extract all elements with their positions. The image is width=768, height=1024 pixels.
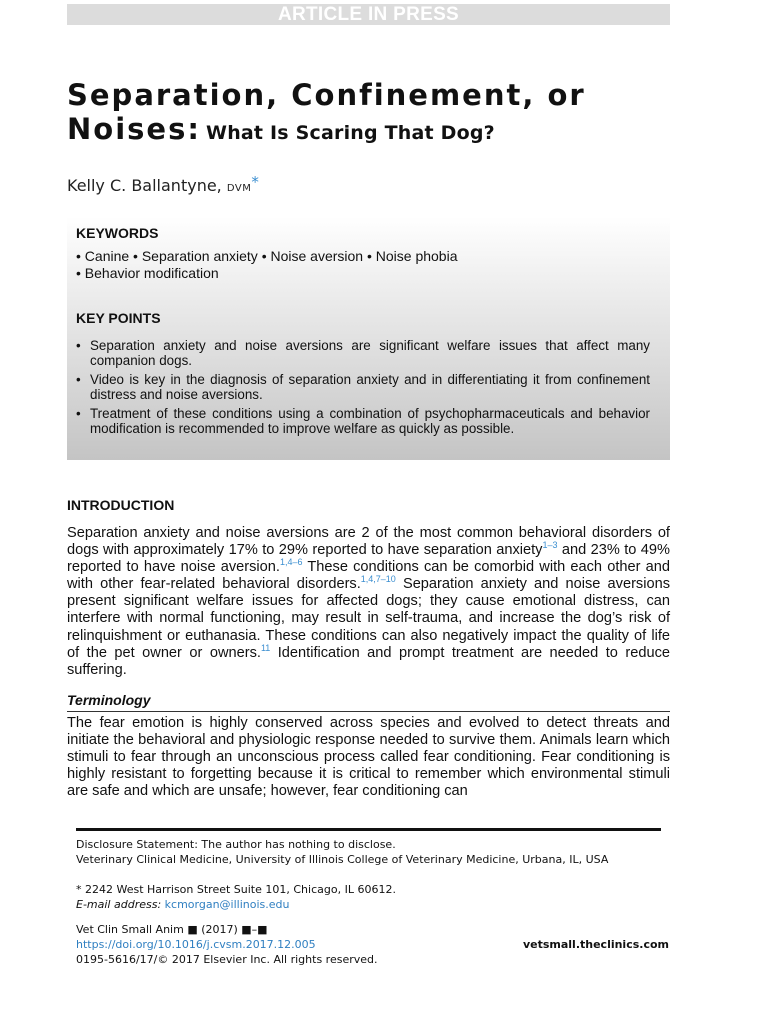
journal-citation: Vet Clin Small Anim ■ (2017) ■–■ [76, 923, 268, 936]
email-label: E-mail address: [76, 898, 162, 911]
article-in-press-banner: ARTICLE IN PRESS [67, 4, 670, 25]
article-title [67, 78, 687, 151]
bullet-icon: • [76, 338, 81, 353]
footnote-divider [76, 828, 661, 831]
key-points-heading: KEY POINTS [76, 310, 161, 326]
reference-link[interactable]: 1,4–6 [279, 557, 303, 568]
introduction-paragraph: Separation anxiety and noise aversions are 2 of the most common behavioral disorders of dogs with approximately 17% to 29% reported to have separation anxiety$^{1-3}$ and 23% to 49% reported to have noise aversion.$^{1,4-6}$ These conditions can be comorbid with each other and with other fear-related behavioral disorders.$^{1,4,7-10}$ Separation anxiety and noise aversions present significant welfare issues for affected dogs; they cause emotional distress, can interfere with normal functioning, may result in self-trauma, and increase the dog’s risk of relinquishment or euthanasia. These conditions can also negatively impact the quality of life of the pet owner or owners.$^{11}$ Identification and prompt treatment are needed to reduce suffering. [67, 525, 671, 678]
title-line-2: Noises: [67, 112, 201, 146]
title-subtitle: What Is Scaring That Dog? [206, 122, 495, 144]
author-line [67, 173, 259, 195]
corresponding-author-mark[interactable]: * [251, 173, 259, 191]
introduction-heading: INTRODUCTION [67, 497, 175, 513]
bullet-icon: • [76, 372, 81, 387]
key-point-item: • Separation anxiety and noise aversions are significant welfare issues that affect many companion dogs. [76, 338, 650, 368]
bullet-icon: • [76, 406, 81, 421]
keywords-keypoints-box [67, 217, 670, 460]
reference-link[interactable]: 1–3 [542, 540, 558, 551]
keywords-line-1: • Canine • Separation anxiety • Noise aversion • Noise phobia [76, 248, 458, 264]
journal-website[interactable]: vetsmall.theclinics.com [522, 938, 669, 951]
keywords-line-2: • Behavior modification [76, 265, 219, 281]
terminology-heading: Terminology [67, 692, 670, 712]
copyright-line: 0195-5616/17/© 2017 Elsevier Inc. All rights reserved. [76, 953, 378, 966]
keywords-heading: KEYWORDS [76, 225, 159, 241]
footnote-disclosure: Disclosure Statement: The author has nothing to disclose. [76, 838, 396, 851]
key-point-item: • Video is key in the diagnosis of separation anxiety and in differentiating it from confinement distress and noise aversions. [76, 372, 650, 402]
title-line-1: Separation, Confinement, or [67, 78, 586, 112]
key-point-item: • Treatment of these conditions using a combination of psychopharmaceuticals and behavior modification is recommended to improve welfare as quickly as possible. [76, 406, 650, 436]
author-degree: DVM [226, 183, 252, 194]
reference-link[interactable]: 11 [260, 642, 271, 653]
email-link[interactable]: kcmorgan@illinois.edu [164, 898, 290, 911]
footnote-affiliation: Veterinary Clinical Medicine, University of Illinois College of Veterinary Medicine, Urbana, IL, USA [76, 853, 609, 866]
author-name: Kelly C. Ballantyne, [67, 176, 222, 195]
reference-link[interactable]: 1,4,7–10 [360, 574, 396, 585]
terminology-paragraph: The fear emotion is highly conserved across species and evolved to detect threats and initiate the behavioral and physiologic response needed to survive them. Animals learn which stimuli to fear through an unconscious process called fear conditioning. Fear conditioning is highly resistant to forgetting because it is critical to remember which environmental stimuli are safe and which are unsafe; however, fear conditioning can [67, 715, 670, 800]
footnote-email [76, 897, 666, 912]
footnote-address: * 2242 West Harrison Street Suite 101, Chicago, IL 60612. [76, 883, 396, 896]
doi-link[interactable]: https://doi.org/10.1016/j.cvsm.2017.12.005 [76, 938, 316, 951]
